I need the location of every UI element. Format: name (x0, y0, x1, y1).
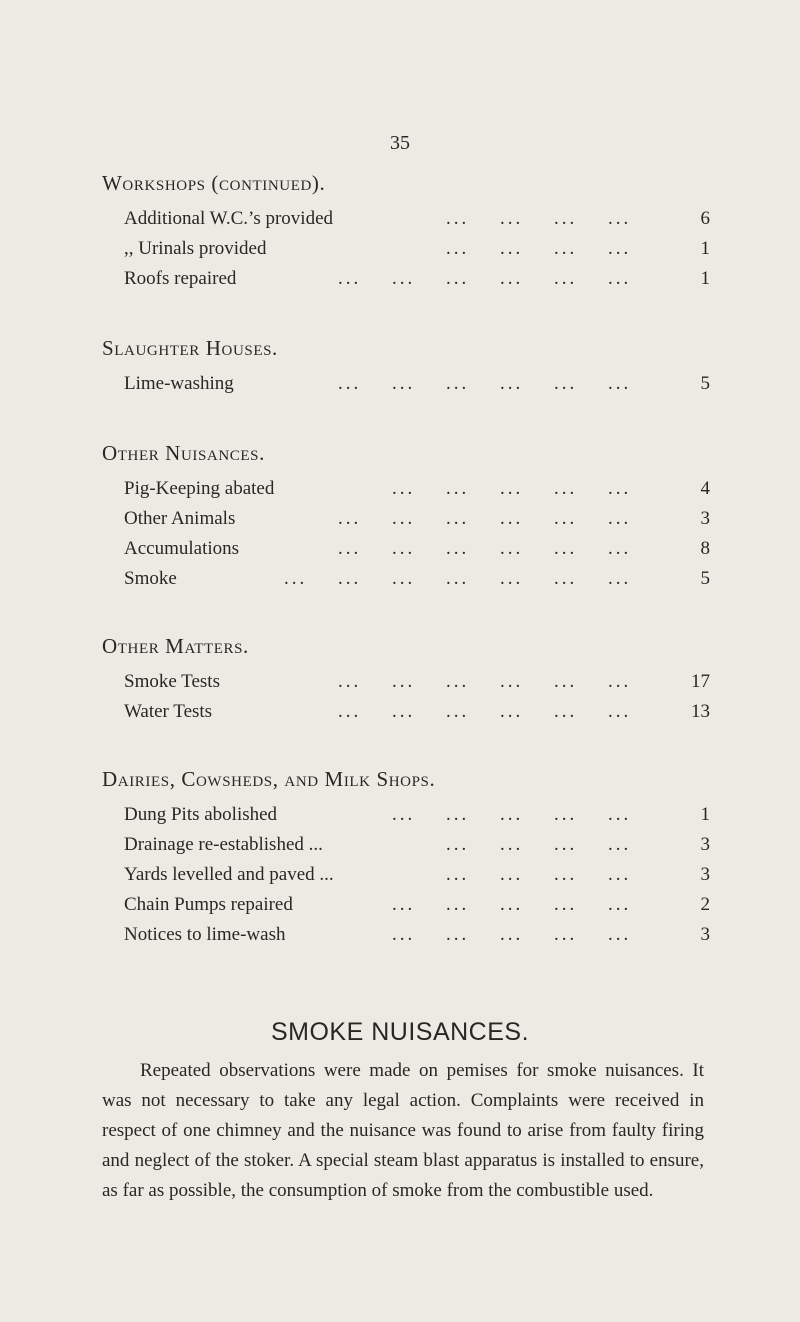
list-item (102, 860, 722, 890)
item-value: 3 (700, 864, 710, 885)
item-value: 3 (700, 508, 710, 529)
item-label: Dung Pits abolished (124, 804, 278, 825)
item-value: 2 (700, 894, 710, 915)
item-value: 3 (700, 924, 710, 945)
item-label: Notices to lime-wash (124, 924, 286, 945)
item-value: 8 (700, 538, 710, 559)
dot-leader: ... ... ... ... ... ... (338, 268, 632, 289)
item-label: Other Animals (124, 508, 236, 529)
list-item (102, 234, 722, 264)
item-label: Additional W.C.’s provided (124, 208, 333, 229)
section-heading: Workshops (continued). (102, 171, 326, 195)
item-label: Lime-washing (124, 373, 234, 394)
item-label: Roofs repaired (124, 268, 237, 289)
item-label: ,, Urinals provided (124, 238, 267, 259)
list-item (102, 920, 722, 950)
section-heading: Other Matters. (102, 634, 249, 658)
dot-leader: ... ... ... ... ... ... (338, 373, 632, 394)
list-item (102, 697, 722, 727)
page-number: 35 (390, 132, 410, 154)
item-label: Water Tests (124, 701, 213, 722)
section-workshops (102, 168, 722, 294)
dot-leader: ... ... ... ... (446, 834, 632, 855)
item-value: 3 (700, 834, 710, 855)
list-item (102, 504, 722, 534)
list-item (102, 890, 722, 920)
section-heading: Dairies, Cowsheds, and Milk Shops. (102, 767, 436, 791)
item-label: Smoke Tests (124, 671, 220, 692)
list-item (102, 264, 722, 294)
item-value: 1 (700, 268, 710, 289)
section-other-matters (102, 631, 722, 727)
section-slaughter-houses (102, 333, 722, 399)
item-value: 4 (700, 478, 710, 499)
dot-leader: ... ... ... ... ... (392, 478, 632, 499)
item-label: Drainage re-established ... (124, 834, 323, 855)
item-label: Pig-Keeping abated (124, 478, 275, 499)
item-value: 1 (700, 238, 710, 259)
smoke-nuisances-paragraph: Repeated observations were made on pemises for smoke nuisances. It was not necessary to take any legal action. Complaints were received in respect of one chimney and the nuisance was found to arise from faulty firing and neglect of the stoker. A special steam blast apparatus is installed to ensure, as far as possible, the consumption of smoke from the combustible used. (102, 1060, 704, 1201)
section-heading: Slaughter Houses. (102, 336, 278, 360)
item-value: 6 (700, 208, 710, 229)
list-item (102, 830, 722, 860)
item-value: 5 (700, 373, 710, 394)
item-label: Chain Pumps repaired (124, 894, 293, 915)
smoke-nuisances-heading: SMOKE NUISANCES. (270, 1018, 530, 1046)
item-label: Yards levelled and paved ... (124, 864, 334, 885)
list-item (102, 474, 722, 504)
section-heading: Other Nuisances. (102, 441, 265, 465)
list-item (102, 564, 722, 594)
list-item (102, 369, 722, 399)
dot-leader: ... ... ... ... ... ... (338, 701, 632, 722)
dot-leader: ... ... ... ... (446, 238, 632, 259)
dot-leader: ... ... ... ... ... (392, 894, 632, 915)
list-item (102, 534, 722, 564)
dot-leader: ... ... ... ... (446, 208, 632, 229)
dot-leader: ... ... ... ... ... (392, 804, 632, 825)
item-value: 5 (700, 568, 710, 589)
list-item (102, 667, 722, 697)
section-dairies (102, 764, 722, 950)
dot-leader: ... ... ... ... (446, 864, 632, 885)
section-other-nuisances (102, 438, 722, 594)
dot-leader: ... ... ... ... ... ... (338, 671, 632, 692)
item-label: Smoke (124, 568, 177, 589)
item-value: 13 (691, 701, 710, 722)
dot-leader: ... ... ... ... ... ... (338, 538, 632, 559)
item-value: 1 (700, 804, 710, 825)
dot-leader: ... ... ... ... ... ... ... (284, 568, 632, 589)
item-value: 17 (691, 671, 710, 692)
list-item (102, 800, 722, 830)
item-label: Accumulations (124, 538, 240, 559)
list-item (102, 204, 722, 234)
dot-leader: ... ... ... ... ... ... (338, 508, 632, 529)
dot-leader: ... ... ... ... ... (392, 924, 632, 945)
